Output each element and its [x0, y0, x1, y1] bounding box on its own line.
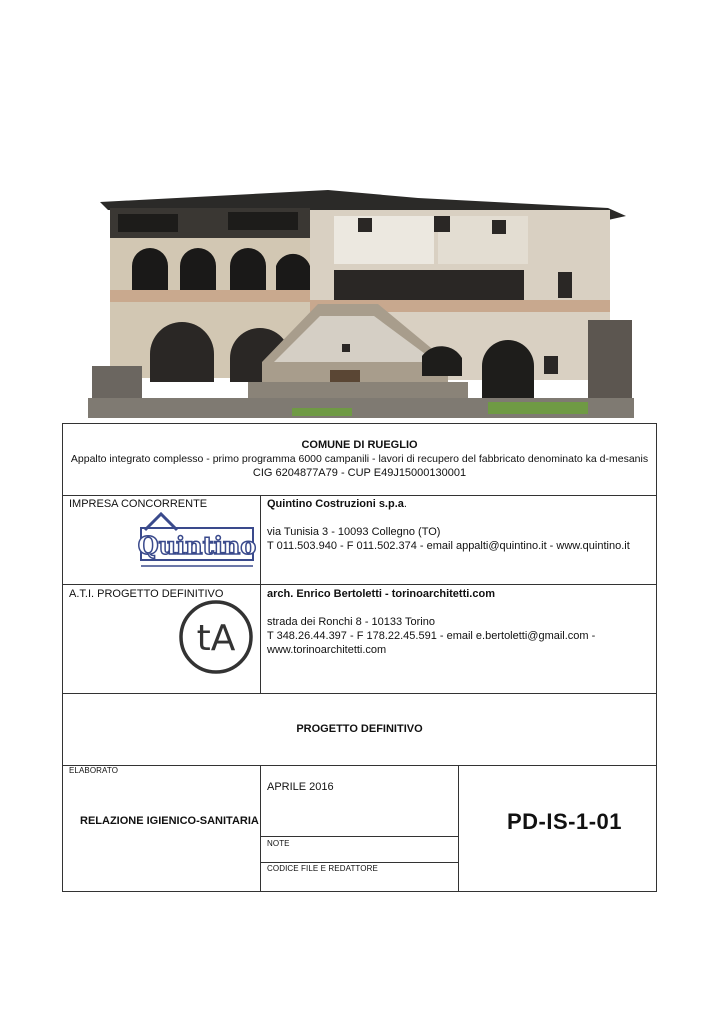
appalto-description: Appalto integrato complesso - primo programma 6000 campanili - lavori di recupero del fabbricato denominato ka d-mesanis: [70, 453, 649, 465]
impresa-name-dot: .: [403, 498, 407, 510]
comune-title: COMUNE DI RUEGLIO: [301, 439, 418, 451]
title-block-table: [62, 423, 657, 892]
impresa-name-line: [267, 497, 407, 511]
ati-name: arch. Enrico Bertoletti - torinoarchitetti.com: [267, 588, 495, 600]
elaborato-label: ELABORATO: [69, 766, 119, 775]
progetto-title: PROGETTO DEFINITIVO: [296, 723, 423, 735]
cig-cup: CIG 6204877A79 - CUP E49J15000130001: [252, 467, 467, 479]
quintino-logo: [137, 510, 257, 570]
svg-text:Quintino: Quintino: [137, 531, 257, 560]
impresa-address: via Tunisia 3 - 10093 Collegno (TO): [267, 526, 441, 538]
svg-text:tA: tA: [196, 618, 236, 659]
ati-label: A.T.I. PROGETTO DEFINITIVO: [69, 588, 224, 600]
impresa-contacts: T 011.503.940 - F 011.502.374 - email appalti@quintino.it - www.quintino.it: [267, 540, 630, 552]
ati-website: www.torinoarchitetti.com: [267, 644, 387, 656]
document-code: PD-IS-1-01: [507, 809, 623, 834]
impresa-label: IMPRESA CONCORRENTE: [69, 498, 208, 510]
elaborato-date: APRILE 2016: [267, 781, 334, 793]
torinoarchitetti-logo: [177, 598, 255, 676]
ati-address: strada dei Ronchi 8 - 10133 Torino: [267, 616, 435, 628]
elaborato-title: RELAZIONE IGIENICO-SANITARIA: [80, 815, 259, 827]
ati-contacts: T 348.26.44.397 - F 178.22.45.591 - email e.bertoletti@gmail.com -: [267, 630, 596, 642]
impresa-name: Quintino Costruzioni s.p.a: [267, 498, 404, 510]
codice-label: CODICE FILE E REDATTORE: [267, 864, 378, 873]
building-photo: [88, 186, 634, 418]
note-label: NOTE: [267, 839, 290, 848]
